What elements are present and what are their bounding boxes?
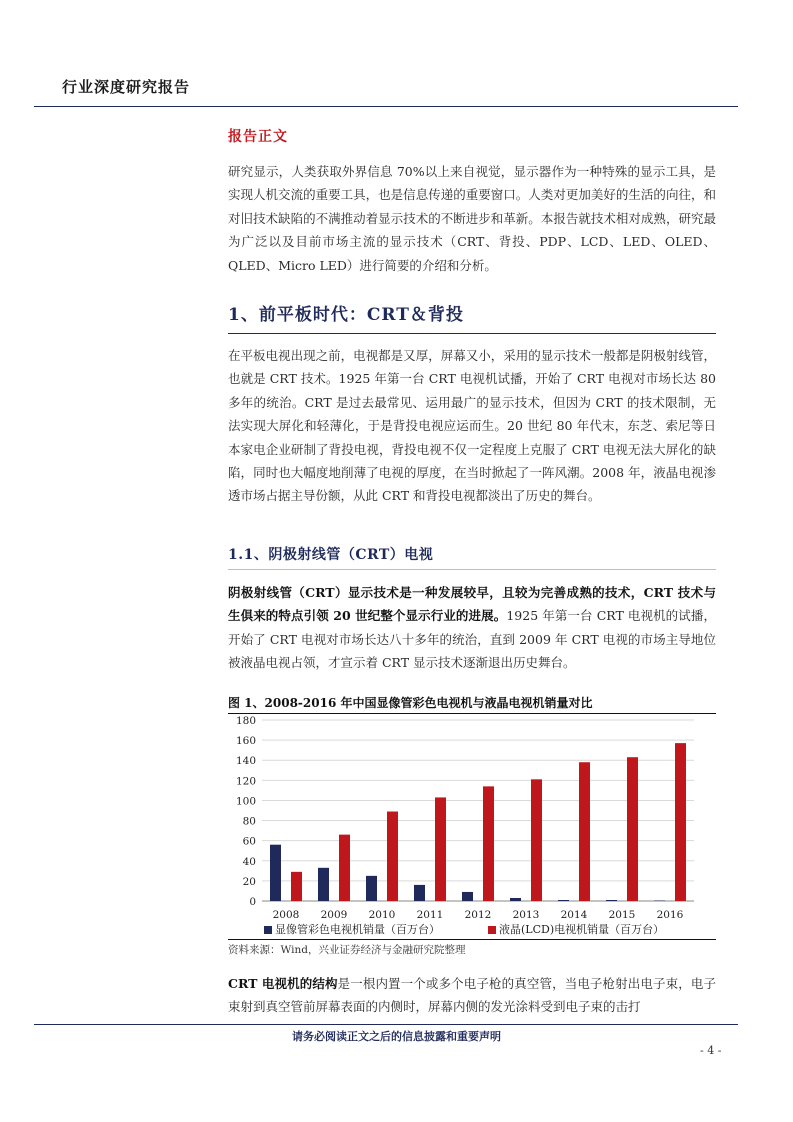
footer-divider [34, 1024, 738, 1025]
legend-swatch-crt [264, 926, 272, 934]
bar-crt-2014 [558, 900, 569, 901]
bar-crt-2010 [366, 876, 377, 901]
bar-crt-2015 [606, 900, 617, 901]
bar-lcd-2011 [435, 797, 446, 901]
x-tick-label: 2012 [464, 909, 492, 921]
x-tick-label: 2011 [416, 909, 444, 921]
figure-bottom-rule [228, 939, 716, 940]
bar-lcd-2015 [627, 757, 638, 901]
y-tick-label: 60 [242, 835, 256, 848]
y-tick-label: 180 [235, 715, 256, 727]
heading-1: 1、前平板时代：CRT＆背投 [228, 305, 464, 325]
bar-lcd-2014 [579, 762, 590, 901]
y-tick-label: 80 [242, 815, 256, 828]
heading-2-divider [228, 569, 716, 570]
figure-caption: 图 1、2008-2016 年中国显像管彩色电视机与液晶电视机销量对比 [228, 696, 593, 710]
header-divider [34, 106, 738, 107]
bar-chart [228, 714, 716, 939]
x-tick-label: 2013 [512, 909, 540, 921]
bar-crt-2012 [462, 892, 473, 901]
section11-bold-text: 阴极射线管（CRT）显示技术是一种发展较早，且较为完善成熟的技术，CRT 技术与生俱来的特点引领 20 世纪整个显示行业的进展。 [228, 585, 716, 624]
x-tick-label: 2008 [272, 909, 300, 921]
heading-2: 1.1、阴极射线管（CRT）电视 [228, 547, 434, 563]
bar-lcd-2012 [483, 786, 494, 901]
legend-swatch-lcd [488, 926, 496, 934]
y-tick-label: 0 [249, 896, 256, 908]
x-tick-label: 2016 [656, 909, 684, 921]
y-tick-label: 20 [242, 875, 256, 888]
x-tick-label: 2014 [560, 909, 588, 921]
y-tick-label: 120 [235, 775, 256, 788]
intro-paragraph: 研究显示，人类获取外界信息 70%以上来自视觉，显示器作为一种特殊的显示工具，是实现人机交流的重要工具，也是信息传递的重要窗口。人类对更加美好的生活的向往，和对旧技术缺陷的不满推动着显示技术的不断进步和革新。本报告就技术相对成熟，研究最为广泛以及目前市场主流的显示技术（CRT、背投、PDP、LCD、LED、OLED、QLED、Micro LED）进行简要的介绍和分析。 [228, 164, 716, 273]
y-tick-label: 160 [235, 735, 256, 748]
section-label: 报告正文 [228, 129, 288, 145]
x-tick-label: 2009 [320, 909, 348, 921]
y-tick-label: 140 [235, 755, 256, 768]
bar-crt-2016 [654, 900, 665, 901]
crt-structure-paragraph [228, 972, 716, 1019]
y-tick-label: 100 [235, 795, 256, 808]
bar-crt-2013 [510, 898, 521, 901]
bar-crt-2011 [414, 885, 425, 901]
legend-label-lcd: 液晶(LCD)电视机销量（百万台） [499, 923, 665, 936]
bar-crt-2008 [270, 845, 281, 901]
crt-structure-text: 是一根内置一个或多个电子枪的真空管，当电子枪射出电子束，电子束射到真空管前屏幕表面的内侧时，屏幕内侧的发光涂料受到电子束的击打 [228, 976, 716, 1015]
section11-text: 1925 年第一台 CRT 电视机的试播，开始了 CRT 电视对市场长达八十多年的统治，直到 2009 年 CRT 电视的市场主导地位被液晶电视占领，才宣示着 CRT 显示技术逐渐退出历史舞台。 [228, 608, 716, 671]
section1-paragraph: 在平板电视出现之前，电视都是又厚，屏幕又小，采用的显示技术一般都是阴极射线管，也就是 CRT 技术。1925 年第一台 CRT 电视机试播，开始了 CRT 电视对市场长达 80 多年的统治。CRT 是过去最常见、运用最广的显示技术，但因为 CRT 的技术限制，无法实现大屏化和轻薄化，于是背投电视应运而生。20 世纪 80 年代末，东芝、索尼等日本家电企业研制了背投电视，背投电视不仅一定程度上克服了 CRT 电视无法大屏化的缺陷，同时也大幅度地削薄了电视的厚度，在当时掀起了一阵风潮。2008 年，液晶电视渗透市场占据主导份额，从此 CRT 和背投电视都淡出了历史的舞台。 [228, 348, 716, 504]
footer-notice: 请务必阅读正文之后的信息披露和重要声明 [292, 1030, 501, 1043]
bar-lcd-2010 [387, 812, 398, 901]
y-tick-label: 40 [242, 855, 256, 868]
crt-structure-bold-text: CRT 电视机的结构 [228, 976, 338, 991]
page-number: - 4 - [700, 1044, 722, 1057]
heading-1-divider [228, 333, 716, 334]
section11-paragraph [228, 581, 716, 675]
legend-item-lcd [488, 921, 664, 937]
bar-crt-2009 [318, 868, 329, 901]
legend-label-crt: 显像管彩色电视机销量（百万台） [275, 923, 440, 936]
header-title: 行业深度研究报告 [62, 78, 191, 96]
bar-lcd-2009 [339, 835, 350, 901]
bar-lcd-2013 [531, 779, 542, 901]
bar-lcd-2016 [675, 743, 686, 901]
legend-item-crt [264, 921, 440, 937]
x-tick-label: 2010 [368, 909, 396, 921]
bar-lcd-2008 [291, 872, 302, 901]
x-tick-label: 2015 [608, 909, 636, 921]
source-note: 资料来源：Wind，兴业证券经济与金融研究院整理 [228, 944, 466, 956]
